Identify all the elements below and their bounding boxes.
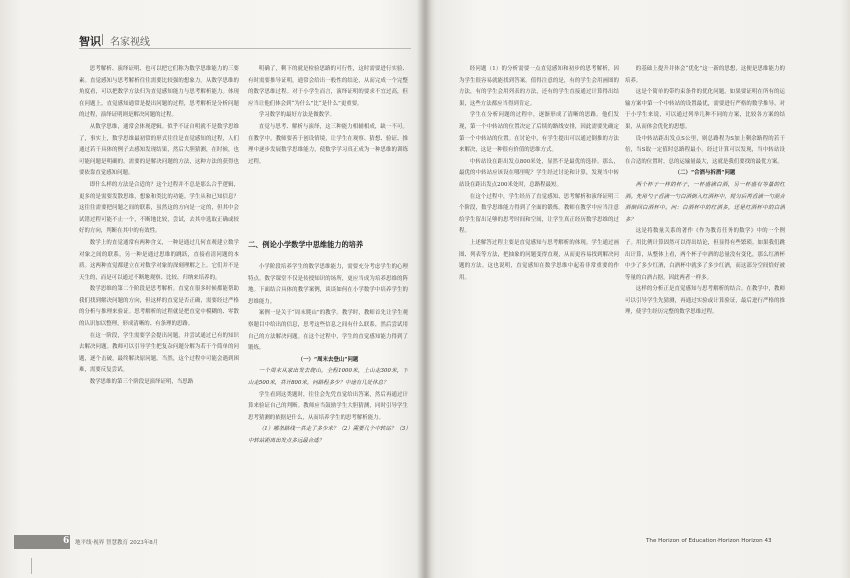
left-column-2-top [248,64,408,232]
subsection-title: （二）“合酒与拆酒”问题 [674,170,736,177]
right-column-2 [625,64,785,530]
paragraph: 数学上的直觉通常有两种含义，一种是通过几何直观建立数学对象之间的联系，另一种是通过思维的跳跃，直接看清问题的本质。这两种直觉都建立在对数学对象的深刻理解之上。它们并不是天生的，而是可以通过不断地观察、比较、归纳来培养的。 [79,239,239,281]
paragraph: 数学思维的第二个阶段是思考解析。直觉在很多时候都能帮助我们找到解决问题的方向，但这样的直觉是否正确，需要经过严格的分析与推理来验证。思考解析的过程就是把直觉中模糊的、零散的认识加以整理，形成清晰的、有条理的思路。 [79,286,239,328]
paragraph: 在这个过程中，学生经历了直觉感知、思考解析和演绎证明三个阶段，数学思维能力得到了全面的锻炼。教师在教学中应当注意给学生留出足够的思考时间和空间，让学生真正经历数学思维的过程。 [459,193,619,235]
problem-questions: （1）哪条路线一共走了多少米？（2）需要几个中转站？（3）中转站距离出发点多远最合适？ [248,426,408,444]
left-column-1 [79,64,239,530]
paragraph: 设中转站距出发点S公里，则总路程为S加上剩余路程的若干倍，当S取一定值时总路程最小。经过计算可以发现，当中转站设在合适的位置时，总的运输量最大，这就是我们要找的最优方案。 [625,135,785,165]
paragraph: 学习数学的最好方法是做数学。 [258,112,335,119]
paragraph: 即什么样的方法是合适的？这个过程并不总是那么合乎逻辑，更多的是需要发散思维，想象和类比的功能。学生从和已知信息？这往往需要把问题之间的联系，虽然这的方向是一定的，但其中会试错过程可能不止一个，不断地比较，尝试，去其中选取正确或较好的方向，判断在其中的有效性。 [79,181,239,235]
header-column: 名家视线 [110,37,150,48]
paragraph: 案例一是关于“周末爬山”的教学。教学时，教师首先让学生观察题目中给出的信息，思考这些信息之间有什么联系，然后尝试用自己的方法解决问题。在这个过程中，学生的直觉感知能力得到了锻炼。 [248,310,408,352]
problem-statement: 两个杯子一样的杯子，一杯盛满白酒，另一杯盛有等量的红酒。先用勺子舀满一勺白酒倒入红酒杯中，搅匀后再舀满一勺混合酒倒回白酒杯中。问：白酒杯中的红酒多，还是红酒杯中的白酒多？ [625,181,785,223]
paragraph: 从数学思维，通常会体现逻辑。似乎不证自明就不是数学思维了，事实上，数学思维最初常的形式往往是直觉感知的过程，人们通过若干具体的例子去感知发现结果，然后大胆猜测，在时候，也可能问题是明确的，需要的是解决问题的方法，这种方法的获得也要依靠直觉感知问题。 [79,123,239,177]
paragraph: 学生在分析问题的过程中，逐渐形成了清晰的思路。他们发现，第一个中转站的位置决定了后续的路线安排，因此需要先确定第一个中转站的位置。在讨论中，有学生提出可以通过倒推的方法来解决，这是一种很有价值的思维方式。 [459,112,619,154]
paragraph: 小学阶段培养学生的数学思维能力，需要充分考虑学生的心理特点。数学课堂不仅是传授知识的场所，更应当成为培养思维的阵地。下面结合具体的教学案例，谈谈如何在小学数学中培养学生的思维能力。 [248,264,408,305]
footer-left-text: 地平线·视界 智慧教育 2023年8月 [75,540,159,546]
footer-right-text: The Horizon of Education·Horizon Horizon 43 [646,538,772,544]
right-column-1 [459,64,619,530]
paragraph: 这是将数量关系的著作《作为教育任务的数学》中的一个例子。用比例计算固然可以得出结论，但显得有些繁琐。如果我们跳出计算，从整体上看，两个杯子中酒的总量没有变化，那么红酒杯中少了多少红酒，白酒杯中就多了多少红酒，而这部分空间恰好被等量的白酒占据，因此两者一样多。 [625,228,785,281]
left-column-2-bottom [248,262,408,530]
paragraph: 这是个简单的带约束条件的优化问题。如果要证明在所有的运输方案中第一个中转站的设置最优，需要进行严格的数学推导。对于小学生来说，可以通过列举几种不同的方案，比较各方案的结果，从而体会优化的思想。 [625,89,785,130]
subsection-title: （一）“周末去登山”问题 [297,356,359,363]
header-rule [79,48,411,49]
paragraph: 数学思维的第三个阶段是演绎证明，当思路 [89,379,194,386]
footer-page-box [14,535,70,549]
footer-page-number: 6 [63,536,70,546]
header-brand: 智识 [79,35,101,48]
paragraph: 这样的分析正是直觉感知与思考解析的结合。在教学中，教师可以引导学生先猜测，再通过实验或计算验证，最后进行严格的推理，使学生经历完整的数学思维过程。 [625,286,785,316]
paragraph: 思考解析、演绎证明、也可以把它们称为数学思维能力的三要素。直觉感知与思考解析往往需要比较强的想象力。从数学思维的角度看，可以把数学方法归为直觉感知能力与思考解析能力。体现在问题上，直觉感知通常是提出问题的过程，思考解析是分析问题的过程，演绎证明则是解决问题的过程。 [79,66,239,119]
paragraph: 在这一阶段，学生需要学会提出问题，并尝试通过已有的知识去解决问题。教师可以引导学生把复杂问题分解为若干个简单的问题，逐个击破，最终解决原问题。当然，这个过程中可能会遇到困难，需要反复尝试。 [79,332,239,374]
paragraph: 上述解答过程主要是直觉感知与思考解析的体现。学生通过画图、列表等方法，把抽象的问题变得直观，从而更容易找到解决问题的方法。这也说明，直觉感知在数学思维中起着非常重要的作用。 [459,239,619,281]
paragraph: 学生看到这类题时，往往会先凭直觉给出答案，然后再通过计算来验证自己的判断。教师应当鼓励学生大胆猜测，同时引导学生思考猜测的依据是什么，从而培养学生的思考解析能力。 [248,391,408,421]
problem-statement: 一个周末从家出发去爬山，全程1000米，上山走300米，下山走500米，共计800米，问路程多少？中途有几处休息？ [248,368,408,386]
paragraph: 明确了，剩下的就是检验思路的可行性，这时需要进行实验、有时需要推导证明，通常会给出一般性的结论，从而完成一个完整的数学思维过程。对于小学生而言，演绎证明的要求不宜过高，但应当让他们体会到“为什么”比“是什么”更重要。 [248,66,408,107]
paragraph: 中转站设在距出发点800米处，显然不是最优的选择。那么，最优的中转站应该设在哪里呢？学生经过讨论和计算，发现当中转站设在距出发点200米处时，总路程最短。 [459,158,619,188]
page-edge-mark [31,558,32,574]
paragraph: 直觉与思考、解析与演绎，这三种能力相辅相成，缺一不可。在教学中，教师要善于创设情境，让学生在观察、猜想、验证、推理中逐步发展数学思维能力，使数学学习真正成为一种思维的训练过程。 [248,123,408,165]
section-title: 二、例论小学数学中思维能力的培养 [248,240,364,249]
paragraph: 经问题（1）的分析需要一点直觉感知和初步的思考解析，因为学生很容易就能找到答案。值得注意的是，有的学生会用画图的方法，有的学生会用列表的方法，还有的学生直接通过计算得出结果，这些方法都应当得到肯定。 [459,66,619,107]
header-separator [102,34,103,45]
paragraph: 的基础上提升并体会“优化”这一新的思想，这便是思维能力的培养。 [625,66,785,84]
page-gutter [416,0,432,578]
